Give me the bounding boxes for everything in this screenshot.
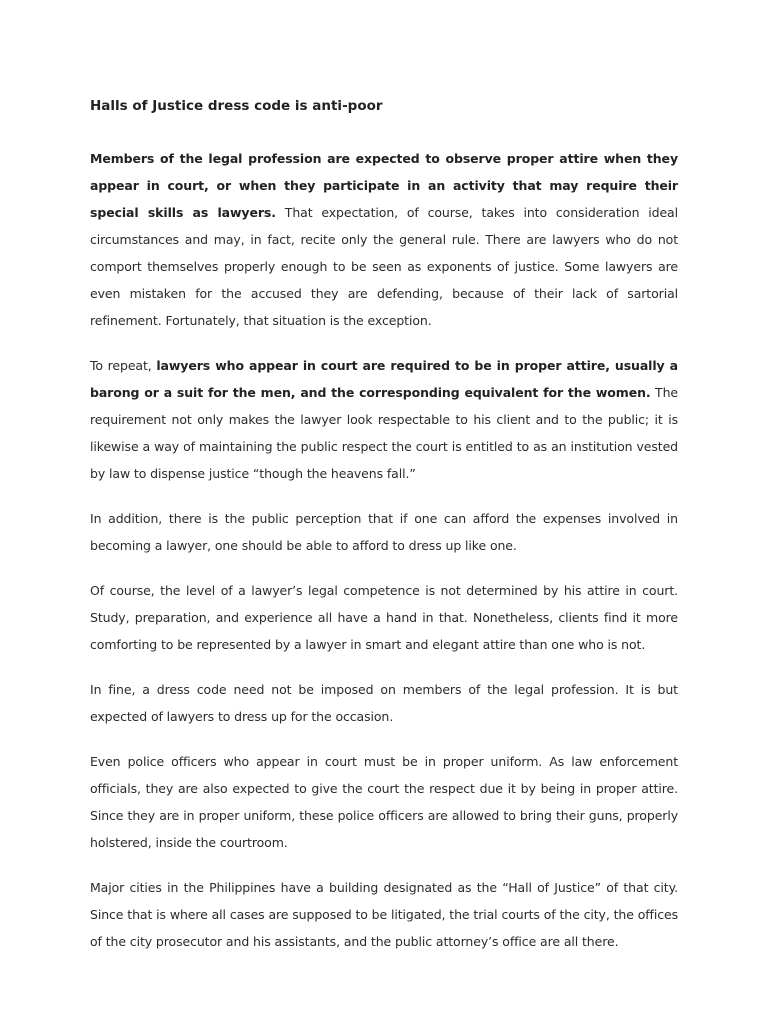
paragraph-1-bold: Members of the legal profession are expected to observe proper attire when they appear in court, or when they participate in an activity that may require their special skills as lawyers. — [90, 151, 678, 220]
paragraph-3: In addition, there is the public perception that if one can afford the expenses involved in becoming a lawyer, one should be able to afford to dress up like one. — [90, 511, 678, 553]
paragraph-4: Of course, the level of a lawyer’s legal competence is not determined by his attire in court. Study, preparation, and experience all have a hand in that. Nonetheless, clients find it more comforting to be represented by a lawyer in smart and elegant attire than one who is not. — [90, 583, 678, 652]
paragraph-2-text: The requirement not only makes the lawyer look respectable to his client and to the public; it is likewise a way of maintaining the public respect the court is entitled to as an institution vested by law to dispense justice “though the heavens fall.” — [90, 385, 678, 481]
paragraph-2-lead: To repeat, — [90, 358, 157, 373]
paragraph-2-bold: lawyers who appear in court are required to be in proper attire, usually a barong or a suit for the men, and the corresponding equivalent for the women. — [90, 358, 678, 400]
document-page — [90, 96, 678, 973]
paragraph-2 — [90, 352, 678, 487]
paragraph-1-text: That expectation, of course, takes into consideration ideal circumstances and may, in fact, recite only the general rule. There are lawyers who do not comport themselves properly enough to be seen as exponents of justice. Some lawyers are even mistaken for the accused they are defending, because of their lack of sartorial refinement. Fortunately, that situation is the exception. — [90, 205, 678, 328]
paragraph-5: In fine, a dress code need not be imposed on members of the legal profession. It is but expected of lawyers to dress up for the occasion. — [90, 682, 678, 724]
paragraph-6: Even police officers who appear in court must be in proper uniform. As law enforcement officials, they are also expected to give the court the respect due it by being in proper attire. Since they are in proper uniform, these police officers are allowed to bring their guns, properly holstered, inside the courtroom. — [90, 754, 678, 850]
paragraph-1 — [90, 145, 678, 334]
document-title: Halls of Justice dress code is anti-poor — [90, 98, 383, 114]
paragraph-7: Major cities in the Philippines have a building designated as the “Hall of Justice” of that city. Since that is where all cases are supposed to be litigated, the trial courts of the city, the offices of the city prosecutor and his assistants, and the public attorney’s office are all there. — [90, 880, 678, 949]
